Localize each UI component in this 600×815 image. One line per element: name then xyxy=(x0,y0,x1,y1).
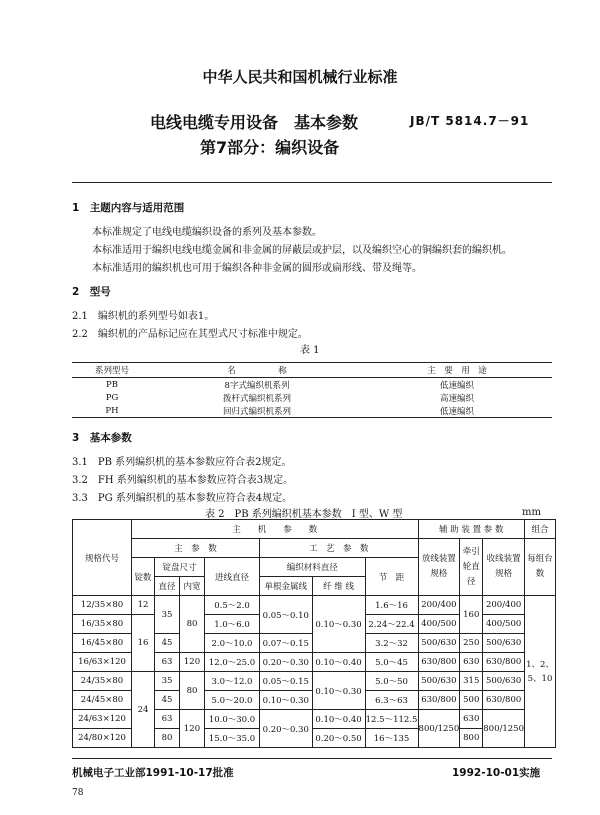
table2-cell: 10.0～30.0 xyxy=(205,710,260,729)
table2-cell: 24/80×120 xyxy=(73,729,132,748)
table2-cell: 800/1250 xyxy=(483,710,525,748)
table2-cell: 80 xyxy=(180,672,205,710)
table2-cell: 0.10～0.40 xyxy=(312,653,365,672)
table2-header-cell: 纤 维 线 xyxy=(312,577,365,596)
section3-item: 3.3 PG 系列编织机的基本参数应符合表4规定。 xyxy=(72,493,293,504)
table1-cell: PG xyxy=(105,392,119,403)
table2-cell: 16/63×120 xyxy=(73,653,132,672)
table2-header-cell: 工 艺 参 数 xyxy=(260,539,419,558)
table2-header-cell: 锭盘尺寸 xyxy=(155,558,205,577)
table2-header-cell: 节 距 xyxy=(365,558,418,596)
table-row xyxy=(73,596,556,615)
table1-cell: PH xyxy=(72,404,152,418)
table2-cell: 0.10～0.40 xyxy=(312,710,365,729)
section1-heading: 1 主题内容与适用范围 xyxy=(72,202,185,214)
table2-cell: 200/400 xyxy=(483,596,525,615)
organization-title: 中华人民共和国机械行业标准 xyxy=(202,68,398,86)
table2-cell: 16/45×80 xyxy=(73,634,132,653)
table1-header-cell: 主 要 用 途 xyxy=(362,363,552,378)
table1-header-row xyxy=(72,363,552,378)
table2-cell: 80 xyxy=(180,596,205,653)
table2-cell: 630 xyxy=(460,653,483,672)
table2-cell: 1、2、5、10 xyxy=(525,596,556,748)
table2-header-cell: 收线装置规格 xyxy=(483,539,525,596)
table2-cell: 400/500 xyxy=(418,615,460,634)
table2-cell: 1.0～6.0 xyxy=(205,615,260,634)
table2-cell: 5.0～20.0 xyxy=(205,691,260,710)
table1-cell: 低速编织 xyxy=(439,380,474,391)
table1-cell: 拨杆式编织机系列 xyxy=(222,393,291,404)
table2-cell: 500/630 xyxy=(483,634,525,653)
table2-cell: 24/35×80 xyxy=(73,672,132,691)
table2-cell: 63 xyxy=(155,653,180,672)
table2-cell: 630 xyxy=(460,710,483,729)
table2-cell: 200/400 xyxy=(418,596,460,615)
table-row xyxy=(72,391,552,404)
table2-header-cell: 内宽 xyxy=(180,577,205,596)
table2-header-row xyxy=(73,539,556,558)
table2-cell: 35 xyxy=(155,672,180,691)
approval-note: 机械电子工业部1991-10-17批准 xyxy=(72,767,234,779)
table2-cell: 120 xyxy=(180,710,205,748)
table2-cell: 0.20～0.30 xyxy=(260,653,313,672)
table2-unit: mm xyxy=(522,507,541,518)
table2-cell: 500/630 xyxy=(418,672,460,691)
table2-cell: 5.0～50 xyxy=(365,672,418,691)
section2-item: 2.2 编织机的产品标记应在其型式尺寸标准中规定。 xyxy=(72,329,308,340)
table2-cell: 800 xyxy=(460,729,483,748)
table2-header-cell: 进线直径 xyxy=(205,558,260,596)
table1-header-cell: 系列型号 xyxy=(72,363,152,378)
table2-cell: 16～135 xyxy=(365,729,418,748)
table-row xyxy=(73,672,556,691)
table2-cell: 24/63×120 xyxy=(73,710,132,729)
table-row xyxy=(72,404,552,418)
table2-header-cell: 放线装置规格 xyxy=(418,539,460,596)
table1-header-cell: 名 称 xyxy=(152,363,362,378)
table2-cell: 35 xyxy=(155,596,180,634)
table2-cell: 0.05～0.15 xyxy=(260,672,313,691)
table2-header-cell: 单根金属线 xyxy=(260,577,313,596)
table2-cell: 250 xyxy=(460,634,483,653)
table2-cell: 5.0～45 xyxy=(365,653,418,672)
table2-header-cell: 辅 助 装 置 参 数 xyxy=(418,520,524,539)
document-title-line1: 电线电缆专用设备 基本参数 xyxy=(150,113,359,132)
table1-cell: PB xyxy=(106,379,118,390)
table-row xyxy=(72,378,552,392)
table2-cell: 800/1250 xyxy=(418,710,460,748)
table2-header-cell: 主 机 参 数 xyxy=(132,520,419,539)
table2-cell: 15.0～35.0 xyxy=(205,729,260,748)
table2-header-cell: 主 参 数 xyxy=(132,539,260,558)
table2-cell: 0.10～0.30 xyxy=(312,672,365,710)
section1-paragraph: 本标准适用的编织机也可用于编织各种非金属的圆形或扁形线、带及绳等。 xyxy=(92,263,422,274)
header-divider xyxy=(72,182,552,183)
section3-heading: 3 基本参数 xyxy=(72,432,132,444)
table2-caption: 表 2 PB 系列编织机基本参数 I 型、W 型 xyxy=(205,509,403,520)
table2-header-cell: 每组台数 xyxy=(525,539,556,596)
table2-cell: 630/800 xyxy=(483,691,525,710)
table2-cell: 0.10～0.30 xyxy=(312,596,365,653)
table2-cell: 1.6～16 xyxy=(365,596,418,615)
table2-cell: 500/630 xyxy=(418,634,460,653)
table2-header-cell: 锭数 xyxy=(132,558,155,596)
section3-item: 3.2 FH 系列编织机的基本参数应符合表3规定。 xyxy=(72,475,294,486)
table2-header-cell: 直径 xyxy=(155,577,180,596)
table2-cell: 2.24～22.4 xyxy=(365,615,418,634)
table1-cell: 回归式编织机系列 xyxy=(152,404,362,418)
table2-cell: 45 xyxy=(155,634,180,653)
table1-cell: 低速编织 xyxy=(362,404,552,418)
table2-cell: 12.5～112.5 xyxy=(365,710,418,729)
document-title-line2: 第7部分：编织设备 xyxy=(200,138,340,157)
table2-cell: 630/800 xyxy=(483,653,525,672)
table2-header-cell: 编织材料直径 xyxy=(260,558,366,577)
section2-heading: 2 型号 xyxy=(72,286,111,298)
table2-cell: 6.3～63 xyxy=(365,691,418,710)
section2-item: 2.1 编织机的系列型号如表1。 xyxy=(72,311,215,322)
table2-cell: 24/45×80 xyxy=(73,691,132,710)
table2-cell: 3.2～32 xyxy=(365,634,418,653)
table2-cell: 2.0～10.0 xyxy=(205,634,260,653)
table2-cell: 0.05～0.10 xyxy=(260,596,313,634)
section1-paragraph: 本标准适用于编织电线电缆金属和非金属的屏蔽层或护层，以及编织空心的铜编织套的编织机。 xyxy=(92,245,512,256)
table1 xyxy=(72,362,552,418)
table2 xyxy=(72,519,556,748)
table2-cell: 0.07～0.15 xyxy=(260,634,313,653)
table2-cell: 12.0～25.0 xyxy=(205,653,260,672)
section3-item: 3.1 PB 系列编织机的基本参数应符合表2规定。 xyxy=(72,457,292,468)
table1-caption: 表 1 xyxy=(300,345,320,356)
table2-cell: 0.20～0.30 xyxy=(260,710,313,748)
table2-cell: 315 xyxy=(460,672,483,691)
table2-cell: 630/800 xyxy=(418,653,460,672)
standard-number: JB/T 5814.7－91 xyxy=(410,114,530,128)
footer-divider xyxy=(72,758,552,759)
table2-header-cell: 规格代号 xyxy=(73,520,132,596)
table2-cell: 12 xyxy=(132,596,155,615)
table2-cell: 12/35×80 xyxy=(73,596,132,615)
page-number: 78 xyxy=(72,788,84,798)
table2-cell: 630/800 xyxy=(418,691,460,710)
table1-cell: 8字式编织机系列 xyxy=(224,380,290,391)
table2-cell: 400/500 xyxy=(483,615,525,634)
section1-paragraph: 本标准规定了电线电缆编织设备的系列及基本参数。 xyxy=(92,227,322,238)
table2-cell: 0.10～0.30 xyxy=(260,691,313,710)
table2-cell: 120 xyxy=(180,653,205,672)
table2-header-cell: 牵引轮直径 xyxy=(460,539,483,596)
table2-cell: 160 xyxy=(460,596,483,634)
table2-cell: 3.0～12.0 xyxy=(205,672,260,691)
table2-cell: 16/35×80 xyxy=(73,615,132,634)
table2-header-cell: 组合 xyxy=(525,520,556,539)
table2-cell: 0.5～2.0 xyxy=(205,596,260,615)
table2-header-row xyxy=(73,520,556,539)
table2-cell: 80 xyxy=(155,729,180,748)
table2-cell: 63 xyxy=(155,710,180,729)
table2-cell: 16 xyxy=(132,615,155,672)
table2-cell: 24 xyxy=(132,672,155,748)
table2-cell: 500 xyxy=(460,691,483,710)
table2-cell: 500/630 xyxy=(483,672,525,691)
table1-cell: 高速编织 xyxy=(439,393,474,404)
table2-cell: 45 xyxy=(155,691,180,710)
table2-cell: 0.20～0.50 xyxy=(312,729,365,748)
implementation-note: 1992-10-01实施 xyxy=(452,767,541,779)
